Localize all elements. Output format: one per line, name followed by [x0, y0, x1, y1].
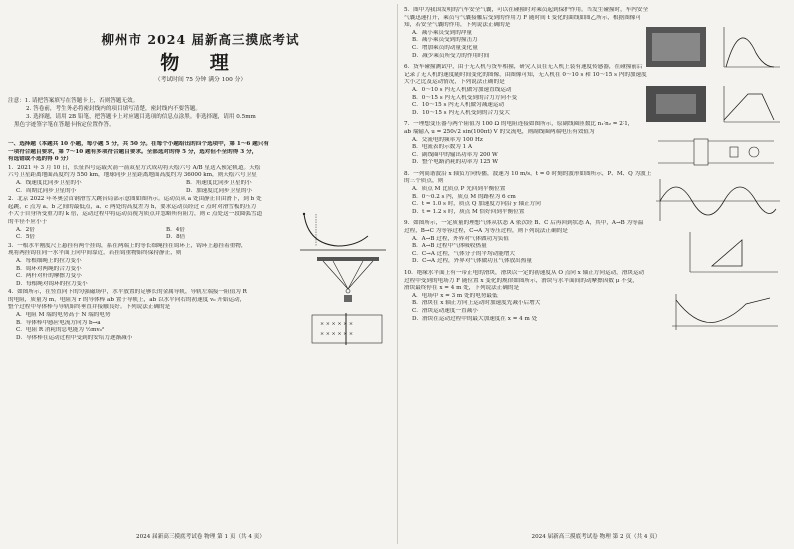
- option: B．导体棒中感应电流方向为 b→a: [16, 319, 101, 326]
- option: C．副线圈中的输出功率为 200 W: [412, 151, 498, 158]
- option: C．滑块运动速度一直减小: [412, 307, 478, 314]
- section-heading: 一、选择题（本题共 10 小题，每小题 5 分，共 50 分。在每个小题给出的四个选项中，第 1～6 题只有 一项符合题目要求，第 7～10 题有多项符合题目要求。全部选对的得 5 分，选对但不全的得 3 分， 有选错或不选的得 0 分）: [8, 141, 269, 163]
- option: D．整个电路消耗的功率为 125 W: [412, 159, 498, 166]
- option: B．A→B 过程中气体吸收热量: [412, 243, 487, 250]
- page-1: [8, 6, 393, 546]
- question-6: 6．货车碰撞测试中，由于无人机与货车相撞，研究人员在无人机上装有速度传感器，在碰撞前后 记录了无人机的速度随时间变化的图像，由图像可知，无人机在 0～10 s 和 10～15 s 内的加速度 大小之比及运动情况，下列说法正确的是 A．0～10 s 内无人机做匀加速直线运动 B．0～15 s 内无人机受到的合力方向不变 C．10～15 s 内无人机做匀减速运动 D．10～15 s 内无人机受到的合力变大: [404, 64, 788, 117]
- page-2: [404, 6, 788, 546]
- question-9: 9．如图所示，一定质量的理想气体从状态 A 依次经 B、C 后再回到状态 A，其中，A→B 为等温 过程，B→C 为等容过程，C→A 为等压过程，则下列说法正确的是 A．A→B 过程，外界对气体做功为负值 B．A→B 过程中气体吸收热量 C．C→A 过程，气体分子的平均动能增大 D．C→A 过程，外界对气体做功且气体放出热量: [404, 220, 788, 266]
- option: C．两杆对杆的摩擦力变小: [16, 273, 82, 280]
- option: A．2倍: [16, 226, 35, 233]
- subject-title: 物 理: [160, 52, 241, 74]
- option: B．滑块在 x 轴正方向上运动时加速度先减小后增大: [412, 300, 541, 307]
- option: B．4倍: [166, 226, 185, 233]
- option: D．导体棒在运动过程中受到的安培力逐渐减小: [16, 334, 133, 341]
- note-line: 2. 答卷前，考生务必将密封线内的项目填写清楚，密封线内不要答题。: [26, 106, 201, 112]
- option: D．C→A 过程，外界对气体做功且气体放出热量: [412, 258, 532, 265]
- option: D．减少乘员所受力的作用时间: [412, 52, 490, 59]
- question-10: 10．绝缘水平面上有一带正电的滑块，滑块以一定的初速度从 O 点向 x 轴正方向运动，滑块运动 过程中受到的电场力 F 随位置 x 变化的规律如图所示，滑块与水平面间的动摩擦因数 μ 不变， 滑块最终停在 x = 4 m 处，下列说法正确的是 A．电场中 x = 3 m 处的电势最低 B．滑块在 x 轴正方向上运动时加速度先减小后增大 C．滑块运动速度一直减小 D．滑块在运动过程中的最大加速度在 x = 4 m 处: [404, 270, 788, 323]
- option: A．线速度比同步卫星的小: [16, 179, 82, 186]
- note-line: 3. 选择题，请用 2B 铅笔，把答题卡上对应题目选项的信息点涂黑。非选择题，请用 0.5mm: [26, 114, 256, 120]
- option: C．增加乘员的动量变化量: [412, 44, 478, 51]
- option: B．0～15 s 内无人机受到的合力方向不变: [412, 94, 518, 101]
- option: B．减小乘员受到的撞击力: [412, 37, 478, 44]
- option: D．每根绳对钩环的拉力变小: [16, 280, 88, 287]
- option: D．t = 1.2 s 时，质点 M 恰好回到平衡位置: [412, 208, 525, 215]
- option: A．每根细绳上的拉力变小: [16, 257, 82, 264]
- option: D．8倍: [166, 234, 186, 241]
- note-line: 注意：1. 请把答案填写在答题卡上，否则答题无效。: [8, 98, 139, 104]
- option: D．加速度比同步卫星的小: [186, 187, 253, 194]
- question-7: 7．一理想变压器与两个阻值为 100 Ω 的电阻连接如图所示，原副线圈匝数比 n₁∶n₂ = 2∶1， ab 端输入 u = 250√2 sin(100πt) V 的交流电，则副线圈两端电压有效值为 A．交流电的频率为 100 Hz B．电流表的示数为 1 A C．副线圈中的输出功率为 200 W D．整个电路消耗的功率为 125 W: [404, 121, 788, 167]
- option: C．10～15 s 内无人机做匀减速运动: [412, 102, 505, 109]
- question-1: 1．2021 年 3 月 10 日，长征四号运载火箭一箭双星方式成功将天绘六号 A/B 星送入预定轨道。天绘 六号卫星距离地面高度约为 550 km，地球同步卫星距离地面高度约为 36000 km，则天绘六号卫星 A．线速度比同步卫星的小 B．角速度比同步卫星的小 C．周期比同步卫星的小 D．加速度比同步卫星的小: [8, 164, 261, 194]
- option: C．周期比同步卫星的小: [16, 187, 77, 194]
- page-footer: 2024 届新高三摸底考试卷 物理 第 2 页（共 4 页）: [531, 534, 661, 540]
- page-footer: 2024 届新高三摸底考试卷 物理 第 1 页（共 4 页）: [136, 534, 265, 540]
- option: D．10～15 s 内无人机受到的合力变大: [412, 109, 510, 116]
- drone-figure: [644, 84, 784, 126]
- svg-text:× × × × × ×: × × × × × ×: [320, 321, 354, 328]
- potential-graph-figure: [666, 292, 784, 332]
- option: A．A→B 过程，外界对气体做功为负值: [412, 235, 509, 242]
- question-3: 3．一根水平刚度尺上悬挂有两个挂钩，系在两端上的等长细绳挂在钩环上，钩环上悬挂着重物， 现将两挂钩在同一水平面上向中间靠近，若挂钩重物始终保持静止，则 A．每根细绳上的拉力变小 B．钩环对两绳的合力变小 C．两杆对杆的摩擦力变小 D．每根绳对钩环的拉力变小: [8, 243, 393, 289]
- option: A．交流电的频率为 100 Hz: [412, 136, 483, 143]
- question-2: 2．北京 2022 年冬奥会首钢滑雪大跳台局部示意图如图所示。运动员从 a 处由静止自由滑下，到 b 处 起跳，c 点为 a、b 之间的最低点，a、c 两处的高度差为 h，要求运动员经过 c 点时对滑雪板的压力 不大于自身所受重力的 k 倍，运动过程中将运动员视为质点并忽略所有阻力，则 c 点处这一段圆弧雪道 的半径不应小于 A．2倍 B．4倍 C．5倍 D．8倍: [8, 196, 393, 242]
- question-5: 5．图甲为我国发明的汽车安全气囊，可以在碰撞时对乘员起到保护作用。当发生碰撞时，车内安全 气囊迅速打开，乘员与气囊接触后受到的作用力 F 随时间 t 变化的曲线如图乙所示，根据图像可 知，若安全气囊的作用，下列说法正确的是 A．减小乘员受到的冲量 B．减小乘员受到的撞击力 C．增加乘员的动量变化量 D．减少乘员所受力的作用时间: [404, 7, 788, 60]
- magnetic-rail-figure: [308, 311, 386, 347]
- option: C．电阻 R 消耗的总电能为 ½mv₀²: [16, 327, 105, 334]
- option: C．5倍: [16, 234, 36, 241]
- question-8: 8．一列简谐波沿 x 轴负方向传播，波速为 10 m/s，t = 0 时刻的波形如图所示，P、M、Q 为波上 的三个质点，则 A．质点 M 比质点 P 先回到平衡位置 B．0～0.2 s 内，质点 M 的路程为 6 cm C．t = 1.0 s 时，质点 Q 加速度方向沿 y 轴正方向 D．t = 1.2 s 时，质点 M 恰好回到平衡位置: [404, 171, 788, 217]
- question-4: 4．如图所示，在竖直向下的匀强磁场中，水平放置的足够长的金属导轨，导轨左端接一阻值为 R 的电阻，质量为 m，电阻为 r 的导体棒 ab 置于导轨上，ab 以水平向右的初速度 v₀ 开始运动， 整个过程中导体棒与导轨始终垂直并接触良好。下列说法正确的是 A．电阻 M 端的电势高于 N 端的电势 B．导体棒中感应电流方向为 b→a C．电阻 R 消耗的总电能为 ½mv₀² D．导体棒在运动过程中受到的安培力逐渐减小 × × × × × × × × × × × ×: [8, 289, 393, 342]
- option: C．C→A 过程，气体分子的平均动能增大: [412, 250, 515, 257]
- option: C．t = 1.0 s 时，质点 Q 加速度方向沿 y 轴正方向: [412, 201, 541, 208]
- note-line: 黑色字迹签字笔在答题卡指定位置作答。: [14, 122, 115, 128]
- transformer-figure: [654, 135, 782, 169]
- option: A．0～10 s 内无人机做匀加速直线运动: [412, 86, 512, 93]
- option: A．电阻 M 端的电势高于 N 端的电势: [16, 312, 111, 319]
- option: B．角速度比同步卫星的小: [186, 179, 252, 186]
- wave-figure: [652, 177, 784, 223]
- option: B．0～0.2 s 内，质点 M 的路程为 6 cm: [412, 193, 516, 200]
- svg-text:× × × × × ×: × × × × × ×: [320, 331, 354, 338]
- page-divider: [397, 4, 398, 544]
- instructions: [8, 97, 393, 129]
- option: B．电流表的示数为 1 A: [412, 144, 473, 151]
- option: B．钩环对两绳的合力变小: [16, 265, 82, 272]
- option: D．滑块在运动过程中的最大加速度在 x = 4 m 处: [412, 315, 538, 322]
- exam-meta: （考试时间 75 分钟 满分 100 分）: [154, 77, 247, 83]
- option: A．质点 M 比质点 P 先回到平衡位置: [412, 186, 506, 193]
- option: A．电场中 x = 3 m 处的电势最低: [412, 292, 498, 299]
- exam-title: 柳州市 2024 届新高三摸底考试: [101, 32, 300, 47]
- exam-header: [8, 32, 393, 85]
- option: A．减小乘员受到的冲量: [412, 29, 472, 36]
